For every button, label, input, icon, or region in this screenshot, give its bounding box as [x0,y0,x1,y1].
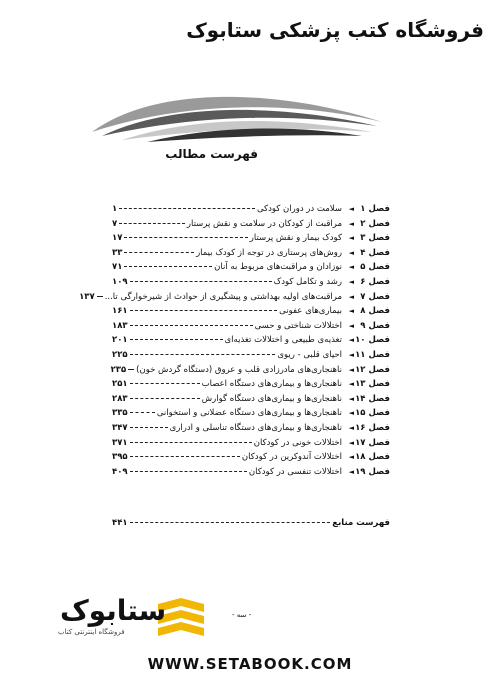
chapter-page: ۱۳۷ [79,291,95,302]
chapter-title: نوزادان و مراقبت‌های مربوط به آنان [214,262,342,273]
leader-dots [97,296,103,297]
chapter-page: ۳۷۱ [112,437,128,448]
logo-brand: ستابوک [60,594,167,627]
chapter-number: فصل ۱۳ [355,379,390,390]
chapter-number: فصل ۵ [360,262,390,273]
chapter-title: مراقبت از کودکان در سلامت و نقش پرستار [186,218,342,229]
leader-dots [130,456,240,457]
left-arrow-icon: ◄ [348,219,354,228]
chapter-title: رشد و تکامل کودک [273,276,342,287]
page-number: - سه - [232,611,252,619]
chapter-title: مراقبت‌های اولیه بهداشتی و پیشگیری از حوادث از شیرخوارگی تا... [104,291,342,302]
chapter-number: فصل ۳ [360,233,390,244]
chapter-title: کودک بیمار و نقش پرستار [249,233,342,244]
toc-entry[interactable] [112,204,390,219]
chapter-title: روش‌های پرستاری در توجه از کودک بیمار [196,247,342,258]
chapter-number: فصل ۲ [360,218,390,229]
chapter-page: ۲۵۱ [112,379,128,390]
left-arrow-icon: ◄ [348,365,354,374]
toc-entry[interactable] [112,379,390,394]
chapter-page: ۷۱ [112,262,123,273]
chapter-number: فصل ۷ [360,291,390,302]
leader-dots [119,223,185,224]
chapter-number: فصل ۱۷ [355,437,390,448]
chapter-page: ۱۸۳ [112,320,128,331]
toc-entry[interactable] [112,452,390,467]
references-title: فهرست منابع [332,518,390,528]
leader-dots [130,339,223,340]
leader-dots [130,471,247,472]
leader-dots [130,398,200,399]
toc-entry[interactable] [112,248,390,263]
toc-heading: فهرست مطالب [165,147,258,161]
leader-dots [128,369,134,370]
chapter-number: فصل ۴ [360,247,390,258]
chapter-page: ۷ [112,218,118,229]
chapter-number: فصل ۱۰ [355,335,390,346]
chapter-title: سلامت در دوران کودکی [256,204,342,214]
left-arrow-icon: ◄ [348,205,354,213]
chapter-title: ناهنجاری‌ها و بیماری‌های دستگاه گوارش [201,393,342,404]
toc-entry[interactable] [112,423,390,438]
left-arrow-icon: ◄ [348,394,354,403]
chapter-number: فصل ۱۴ [355,393,390,404]
store-title: فروشگاه کتب پزشکی ستابوک [186,18,484,42]
left-arrow-icon: ◄ [348,350,354,359]
chapter-page: ۲۸۳ [112,393,128,404]
toc-entry[interactable] [112,233,390,248]
leader-dots [130,383,200,384]
chapter-page: ۳۴۷ [112,422,128,433]
chapter-title: اختلالات خونی در کودکان [253,437,342,448]
leader-dots [130,412,155,413]
chapter-number: فصل ۹ [360,320,390,331]
chapter-title: اختلالات تنفسی در کودکان [248,466,342,477]
left-arrow-icon: ◄ [348,423,354,432]
chapter-title: تغذیه‌ی طبیعی و اختلالات تغذیه‌ای [224,335,342,346]
leader-dots [130,310,278,311]
left-arrow-icon: ◄ [348,234,354,243]
left-arrow-icon: ◄ [348,453,354,462]
toc-entry[interactable] [112,408,390,423]
toc-entry[interactable] [112,335,390,350]
chapter-page: ۳۳۵ [112,408,128,419]
toc-entry[interactable] [112,350,390,365]
leader-dots [130,522,331,523]
toc-entry[interactable] [112,394,390,409]
chapter-page: ۱۰۹ [112,276,128,287]
left-arrow-icon: ◄ [348,263,354,272]
toc-entry[interactable] [112,365,390,380]
toc-entry[interactable] [112,321,390,336]
toc-entry[interactable] [112,306,390,321]
chapter-page: ۳۹۵ [112,452,128,463]
chapter-page: ۱۶۱ [112,306,128,317]
left-arrow-icon: ◄ [348,248,354,257]
leader-dots [130,442,252,443]
left-arrow-icon: ◄ [348,321,354,330]
chapter-title: ناهنجاری‌ها و بیماری‌های دستگاه تناسلی و ادراری [169,422,342,433]
leader-dots [124,252,194,253]
chapter-number: فصل ۱۶ [355,422,390,433]
left-arrow-icon: ◄ [348,292,354,301]
chapter-title: ناهنجاری‌ها و بیماری‌های دستگاه اعصاب [201,379,342,390]
toc-list [79,204,390,481]
chapter-number: فصل ۱۱ [355,349,390,360]
leader-dots [130,325,253,326]
chapter-title: احیای قلبی - ریوی [277,349,342,360]
chapter-page: ۱۷ [112,233,123,244]
left-arrow-icon: ◄ [348,467,354,476]
left-arrow-icon: ◄ [348,336,354,345]
chapter-page: ۴۰۹ [112,466,128,477]
leader-dots [119,208,255,209]
left-arrow-icon: ◄ [348,380,354,389]
chapter-title: ناهنجاری‌های مادرزادی قلب و عروق (دستگاه گردش خون) [136,364,342,375]
chapter-number: فصل ۱۵ [355,408,390,419]
toc-entry[interactable] [112,277,390,292]
left-arrow-icon: ◄ [348,438,354,447]
chapter-number: فصل ۸ [360,306,390,317]
chapter-page: ۲۲۵ [112,349,128,360]
logo-tagline: فروشگاه اینترنتی کتاب [58,628,125,636]
chapter-title: اختلالات شناختی و حسی [254,320,342,331]
toc-entry[interactable] [112,438,390,453]
chapter-number: فصل ۱۹ [355,466,390,477]
leader-dots [124,237,247,238]
chapter-number: فصل ۶ [360,276,390,287]
chapter-page: ۲۰۱ [112,335,128,346]
chapter-title: ناهنجاری‌ها و بیماری‌های دستگاه عضلانی و استخوانی [156,408,342,419]
toc-entry[interactable] [112,467,390,482]
chapter-title: اختلالات آندوکرین در کودکان [241,452,342,463]
references-row[interactable] [112,518,390,528]
leader-dots [130,281,272,282]
decorative-swoosh [92,92,382,152]
leader-dots [124,266,212,267]
chapter-page: ۲۳۵ [110,364,127,375]
left-arrow-icon: ◄ [348,307,354,316]
chapter-page: ۱ [112,204,118,214]
site-url[interactable]: WWW.SETABOOK.COM [147,655,353,673]
left-arrow-icon: ◄ [348,409,354,418]
chapter-number: فصل ۱۲ [355,364,390,375]
references-page: ۴۴۱ [112,518,128,528]
toc-entry[interactable] [112,219,390,234]
chapter-page: ۳۳ [112,247,123,258]
leader-dots [130,427,168,428]
left-arrow-icon: ◄ [348,277,354,286]
toc-entry[interactable] [79,291,390,307]
toc-entry[interactable] [112,262,390,277]
setabook-logo [28,592,228,644]
leader-dots [130,354,276,355]
chapter-number: فصل ۱۸ [355,452,390,463]
chapter-number: فصل ۱ [360,204,390,214]
chapter-title: بیماری‌های عفونی [279,306,342,317]
